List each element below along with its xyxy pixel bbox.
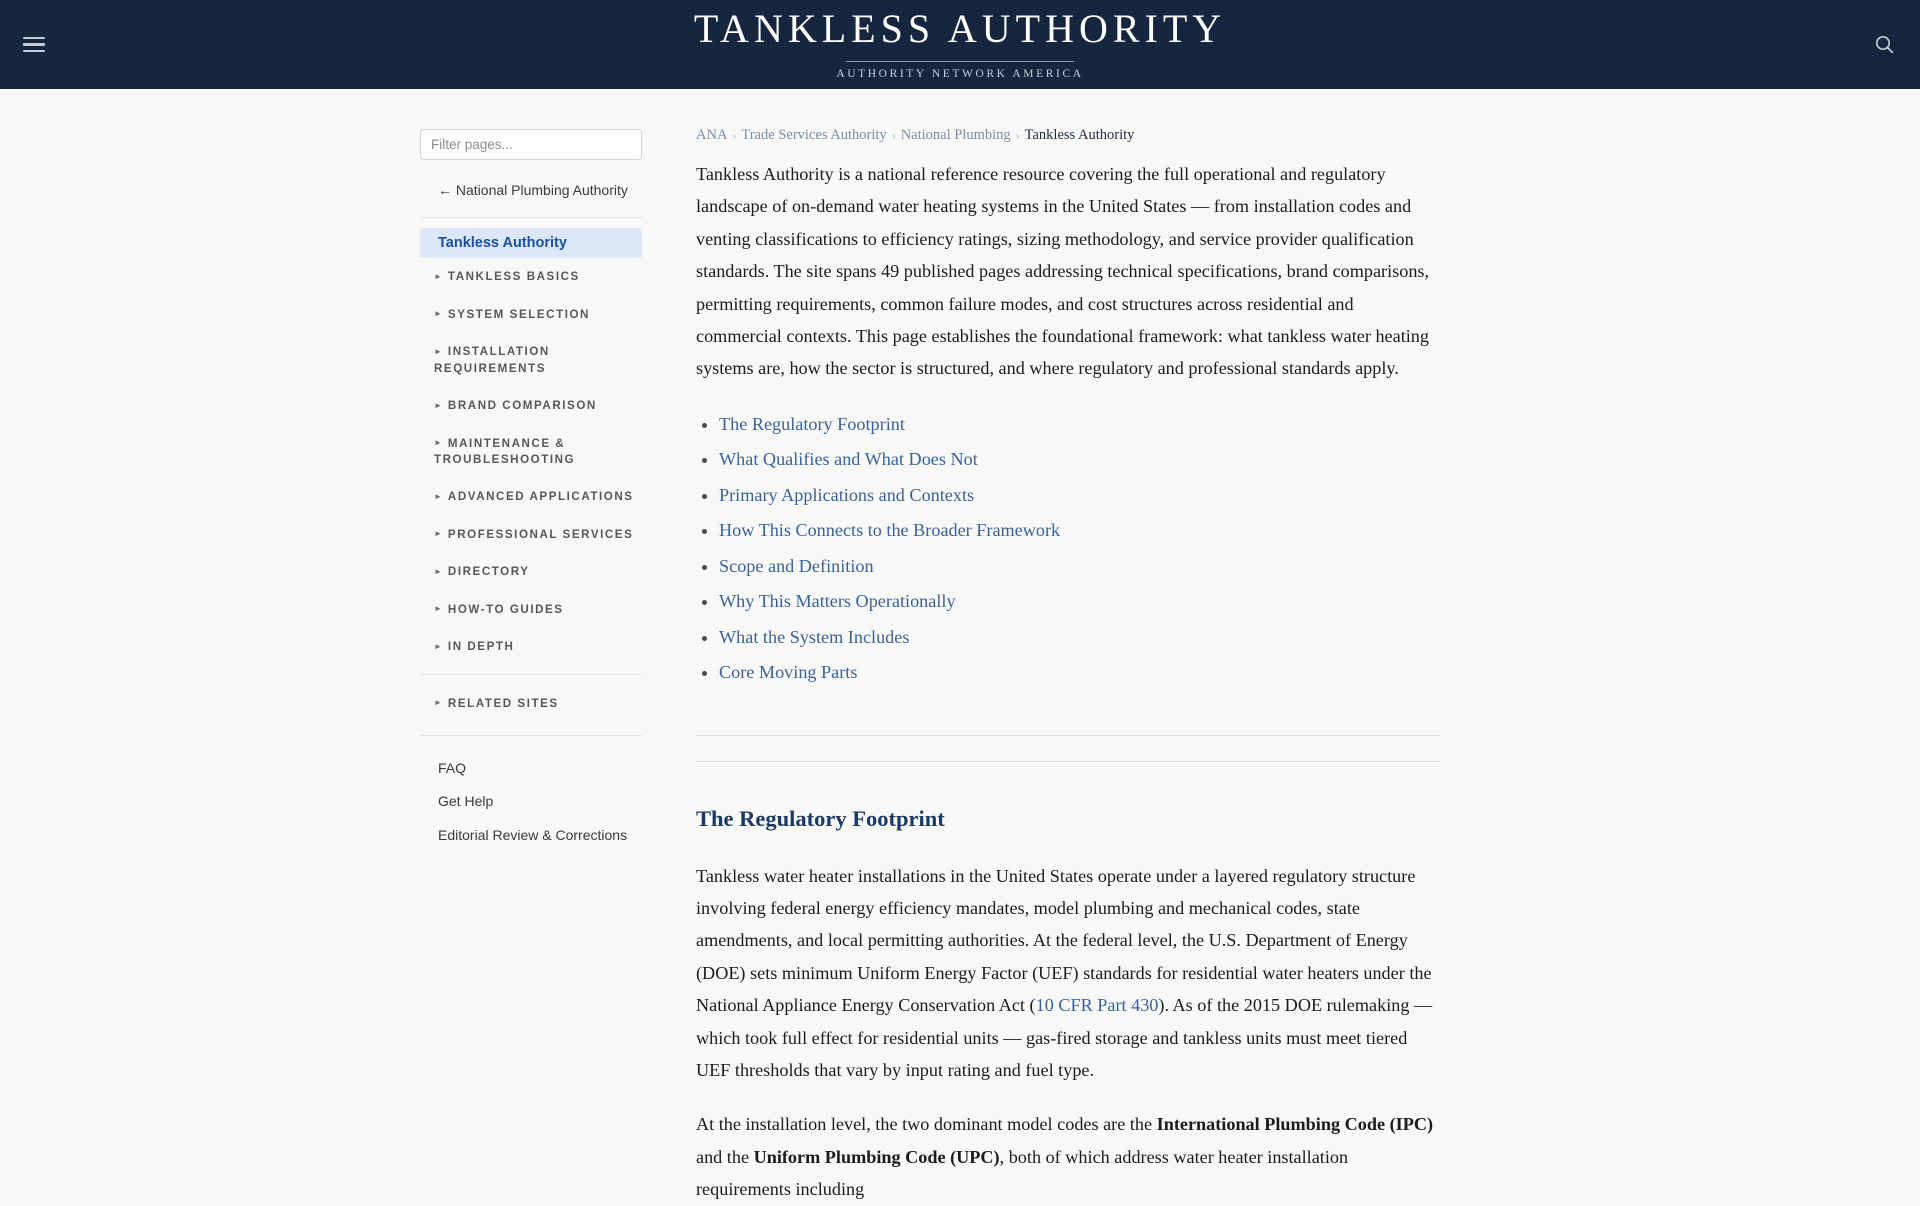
site-subtitle: AUTHORITY NETWORK AMERICA xyxy=(836,67,1084,80)
list-item xyxy=(420,819,642,852)
chevron-right-icon: ► xyxy=(434,641,442,651)
brand-divider xyxy=(846,61,1074,62)
sidebar-item-system-selection xyxy=(420,296,642,333)
sidebar-section-label: IN DEPTH xyxy=(447,640,515,654)
sidebar-section-label: MAINTENANCE & TROUBLESHOOTING xyxy=(434,436,576,467)
toc-link-core-moving-parts[interactable]: Core Moving Parts xyxy=(719,662,858,683)
list-item xyxy=(719,407,1440,442)
hamburger-menu-icon[interactable] xyxy=(12,23,56,67)
sidebar-section-advanced-applications[interactable] xyxy=(420,478,642,515)
search-icon[interactable] xyxy=(1864,25,1904,65)
sidebar-section-installation-requirements[interactable] xyxy=(420,333,642,387)
term-upc: Uniform Plumbing Code (UPC) xyxy=(753,1146,1000,1167)
chevron-right-icon: ► xyxy=(434,346,442,356)
sidebar-section-professional-services[interactable] xyxy=(420,516,642,553)
toc-link-scope-and-definition[interactable]: Scope and Definition xyxy=(719,555,874,576)
toc-link-primary-applications[interactable]: Primary Applications and Contexts xyxy=(719,484,975,505)
breadcrumb xyxy=(696,127,1440,158)
sidebar-item-tankless-basics xyxy=(420,258,642,295)
breadcrumb-item-national-plumbing[interactable]: National Plumbing xyxy=(900,127,1011,143)
sidebar-item-current xyxy=(420,228,642,258)
paragraph-text: Tankless water heater installations in the United States operate under a layered regulatory structure involving federal energy efficiency mandates, model plumbing and mechanical codes, state amendments, and local permitting authorities. At the federal level, the U.S. Department of Energy (DOE) sets minimum Uniform Energy Factor (UEF) standards for residential water heaters under the National Appliance Energy Conservation Act ( xyxy=(696,865,1432,1016)
chevron-right-icon: ► xyxy=(434,438,442,448)
list-item xyxy=(719,584,1440,619)
sidebar-section-label: BRAND COMPARISON xyxy=(447,399,597,413)
site-title: TANKLESS AUTHORITY xyxy=(693,5,1227,51)
paragraph-text: and the xyxy=(696,1146,754,1167)
sidebar-section-label: SYSTEM SELECTION xyxy=(447,307,590,321)
sidebar-item-brand-comparison xyxy=(420,387,642,424)
back-to-parent-link[interactable]: ← National Plumbing Authority xyxy=(438,182,628,198)
breadcrumb-separator: › xyxy=(891,128,896,142)
list-item xyxy=(719,513,1440,548)
list-item xyxy=(719,442,1440,477)
content-layout xyxy=(420,119,1500,1200)
breadcrumb-separator: › xyxy=(1015,128,1020,142)
sidebar-section-related-sites[interactable] xyxy=(420,685,642,722)
sidebar-section-label: DIRECTORY xyxy=(447,565,530,579)
sidebar-link-faq[interactable]: FAQ xyxy=(438,760,467,777)
paragraph-regulatory-two xyxy=(696,1108,1440,1205)
page-body xyxy=(0,89,1920,1200)
sidebar-link-get-help[interactable]: Get Help xyxy=(438,793,494,810)
sidebar-item-installation-requirements xyxy=(420,333,642,387)
chevron-right-icon: ► xyxy=(434,604,442,614)
sidebar-section-how-to-guides[interactable] xyxy=(420,591,642,628)
chevron-right-icon: ► xyxy=(434,271,442,281)
toc-link-regulatory-footprint[interactable]: The Regulatory Footprint xyxy=(719,413,905,434)
sidebar-item-professional-services xyxy=(420,516,642,553)
sidebar xyxy=(420,119,642,1080)
toc-link-what-system-includes[interactable]: What the System Includes xyxy=(719,626,910,647)
sidebar-section-label: ADVANCED APPLICATIONS xyxy=(447,490,634,504)
chevron-right-icon: ► xyxy=(434,698,442,708)
list-item xyxy=(719,655,1440,690)
sidebar-item-related-sites xyxy=(420,685,642,722)
sidebar-item-advanced-applications xyxy=(420,478,642,515)
chevron-right-icon: ► xyxy=(434,309,442,319)
site-header xyxy=(0,0,1920,89)
sidebar-item-maintenance-troubleshooting xyxy=(420,425,642,479)
sidebar-section-maintenance-troubleshooting[interactable] xyxy=(420,425,642,479)
chevron-right-icon: ► xyxy=(434,400,442,410)
list-item xyxy=(719,620,1440,655)
breadcrumb-current: Tankless Authority xyxy=(1024,127,1135,143)
chevron-right-icon: ► xyxy=(434,529,442,539)
section-heading-regulatory-footprint: The Regulatory Footprint xyxy=(696,805,945,831)
term-ipc: International Plumbing Code (IPC) xyxy=(1156,1114,1434,1135)
chevron-right-icon: ► xyxy=(434,491,442,501)
article-body xyxy=(696,158,1440,1206)
sidebar-section-directory[interactable] xyxy=(420,553,642,590)
sidebar-nav xyxy=(420,218,642,665)
breadcrumb-item-ana[interactable]: ANA xyxy=(696,127,728,143)
link-10-cfr-part-430[interactable]: 10 CFR Part 430 xyxy=(1035,995,1159,1016)
list-item xyxy=(719,478,1440,513)
paragraph-regulatory-one xyxy=(696,860,1440,1087)
breadcrumb-item-trade-services-authority[interactable]: Trade Services Authority xyxy=(741,127,887,143)
hamburger-bar xyxy=(23,50,45,53)
sidebar-link-editorial-review[interactable]: Editorial Review & Corrections xyxy=(438,826,628,843)
sidebar-item-tankless-authority[interactable]: Tankless Authority xyxy=(420,228,642,258)
sidebar-section-system-selection[interactable] xyxy=(420,296,642,333)
main-content xyxy=(696,119,1440,1200)
sidebar-item-in-depth xyxy=(420,628,642,665)
sidebar-section-label: RELATED SITES xyxy=(447,696,559,710)
list-item xyxy=(719,549,1440,584)
sidebar-section-label: TANKLESS BASICS xyxy=(447,270,580,284)
sidebar-item-directory xyxy=(420,553,642,590)
list-item xyxy=(420,752,642,785)
paragraph-text: , both of which address water heater installation requirements including xyxy=(696,1146,1349,1200)
sidebar-section-tankless-basics[interactable] xyxy=(420,258,642,295)
content-divider xyxy=(696,735,1440,736)
sidebar-section-label: PROFESSIONAL SERVICES xyxy=(447,527,634,541)
hamburger-bar xyxy=(23,37,45,40)
sidebar-section-brand-comparison[interactable] xyxy=(420,387,642,424)
table-of-contents xyxy=(696,407,1440,691)
paragraph-text: ). As of the 2015 DOE rulemaking — which took full effect for residential units — gas-fired storage and tankless units must meet tiered UEF thresholds that vary by input rating and fuel type. xyxy=(696,995,1433,1080)
sidebar-utility-nav xyxy=(420,736,642,852)
toc-link-broader-framework[interactable]: How This Connects to the Broader Framework xyxy=(719,520,1061,541)
sidebar-related-nav xyxy=(420,675,642,722)
breadcrumb-separator: › xyxy=(732,128,737,142)
toc-link-why-matters-operationally[interactable]: Why This Matters Operationally xyxy=(719,591,956,612)
paragraph-text: At the installation level, the two dominant model codes are the xyxy=(696,1114,1157,1135)
hamburger-bar xyxy=(23,43,45,46)
toc-link-what-qualifies[interactable]: What Qualifies and What Does Not xyxy=(719,449,978,470)
sidebar-section-label: INSTALLATION REQUIREMENTS xyxy=(434,345,550,375)
sidebar-section-label: HOW-TO GUIDES xyxy=(447,602,564,616)
chevron-right-icon: ► xyxy=(434,566,442,576)
content-divider xyxy=(696,761,1440,762)
sidebar-item-how-to-guides xyxy=(420,591,642,628)
intro-paragraph: Tankless Authority is a national reference resource covering the full operational and regulatory landscape of on-demand water heating systems in the United States — from installation codes and venting classifications to efficiency ratings, sizing methodology, and service provider qualification standards. The site spans 49 published pages addressing technical specifications, brand comparisons, permitting requirements, common failure modes, and cost structures across residential and commercial contexts. This page establishes the foundational framework: what tankless water heating systems are, how the sector is structured, and where regulatory and professional standards apply. xyxy=(696,164,1430,379)
filter-pages-input[interactable] xyxy=(420,129,642,160)
sidebar-section-in-depth[interactable] xyxy=(420,628,642,665)
brand[interactable] xyxy=(693,5,1227,81)
list-item xyxy=(420,785,642,818)
